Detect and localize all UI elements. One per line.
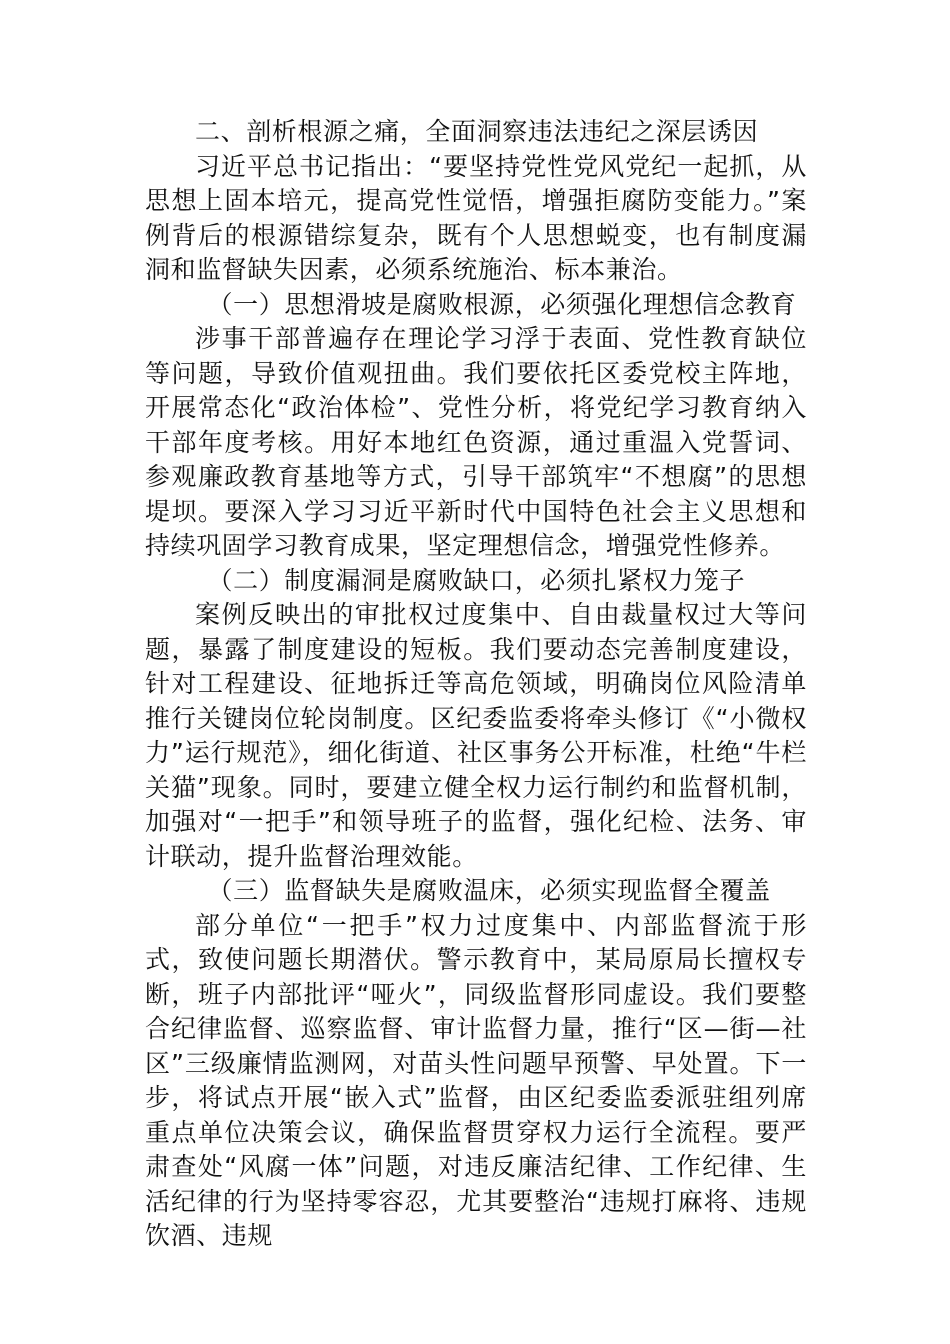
intro-paragraph: 习近平总书记指出：“要坚持党性党风党纪一起抓，从思想上固本培元，提高党性觉悟，增强拒腐防变能力。”案例背后的根源错综复杂，既有个人思想蜕变，也有制度漏洞和监督缺失因素，必须系统施治、标本兼治。	[145, 151, 807, 284]
section-heading: 二、剖析根源之痛，全面洞察违法违纪之深层诱因	[195, 117, 759, 146]
subsection-body-3: 部分单位“一把手”权力过度集中、内部监督流于形式，致使问题长期潜伏。警示教育中，某局原局长擅权专断，班子内部批评“哑火”，同级监督形同虚设。我们要整合纪律监督、巡察监督、审计监督力量，推行“区—街—社区”三级廉情监测网，对苗头性问题早预警、早处置。下一步，将试点开展“嵌入式”监督，由区纪委监委派驻组列席重点单位决策会议，确保监督贯穿权力运行全流程。要严肃查处“风腐一体”问题，对违反廉洁纪律、工作纪律、生活纪律的行为坚持零容忍，尤其要整治“违规打麻将、违规饮酒、违规	[145, 910, 807, 1250]
subsection-title-3: （三）监督缺失是腐败温床，必须实现监督全覆盖	[207, 876, 771, 905]
subsection-body-2: 案例反映出的审批权过度集中、自由裁量权过大等问题，暴露了制度建设的短板。我们要动态完善制度建设，针对工程建设、征地拆迁等高危领域，明确岗位风险清单推行关键岗位轮岗制度。区纪委监委将牵头修订《“小微权力”运行规范》，细化街道、社区事务公开标准，杜绝“牛栏关猫”现象。同时，要建立健全权力运行制约和监督机制，加强对“一把手”和领导班子的监督，强化纪检、法务、审计联动，提升监督治理效能。	[145, 600, 807, 871]
document-body	[145, 115, 807, 1254]
subsection-title-1: （一）思想滑坡是腐败根源，必须强化理想信念教育	[207, 289, 797, 319]
subsection-body-1: 涉事干部普遍存在理论学习浮于表面、党性教育缺位等问题，导致价值观扭曲。我们要依托区委党校主阵地，开展常态化“政治体检”、党性分析，将党纪学习教育纳入干部年度考核。用好本地红色资源，通过重温入党誓词、参观廉政教育基地等方式，引导干部筑牢“不想腐”的思想堤坝。要深入学习习近平新时代中国特色社会主义思想和持续巩固学习教育成果，坚定理想信念，增强党性修养。	[145, 324, 807, 560]
subsection-title-2: （二）制度漏洞是腐败缺口，必须扎紧权力笼子	[207, 565, 746, 595]
